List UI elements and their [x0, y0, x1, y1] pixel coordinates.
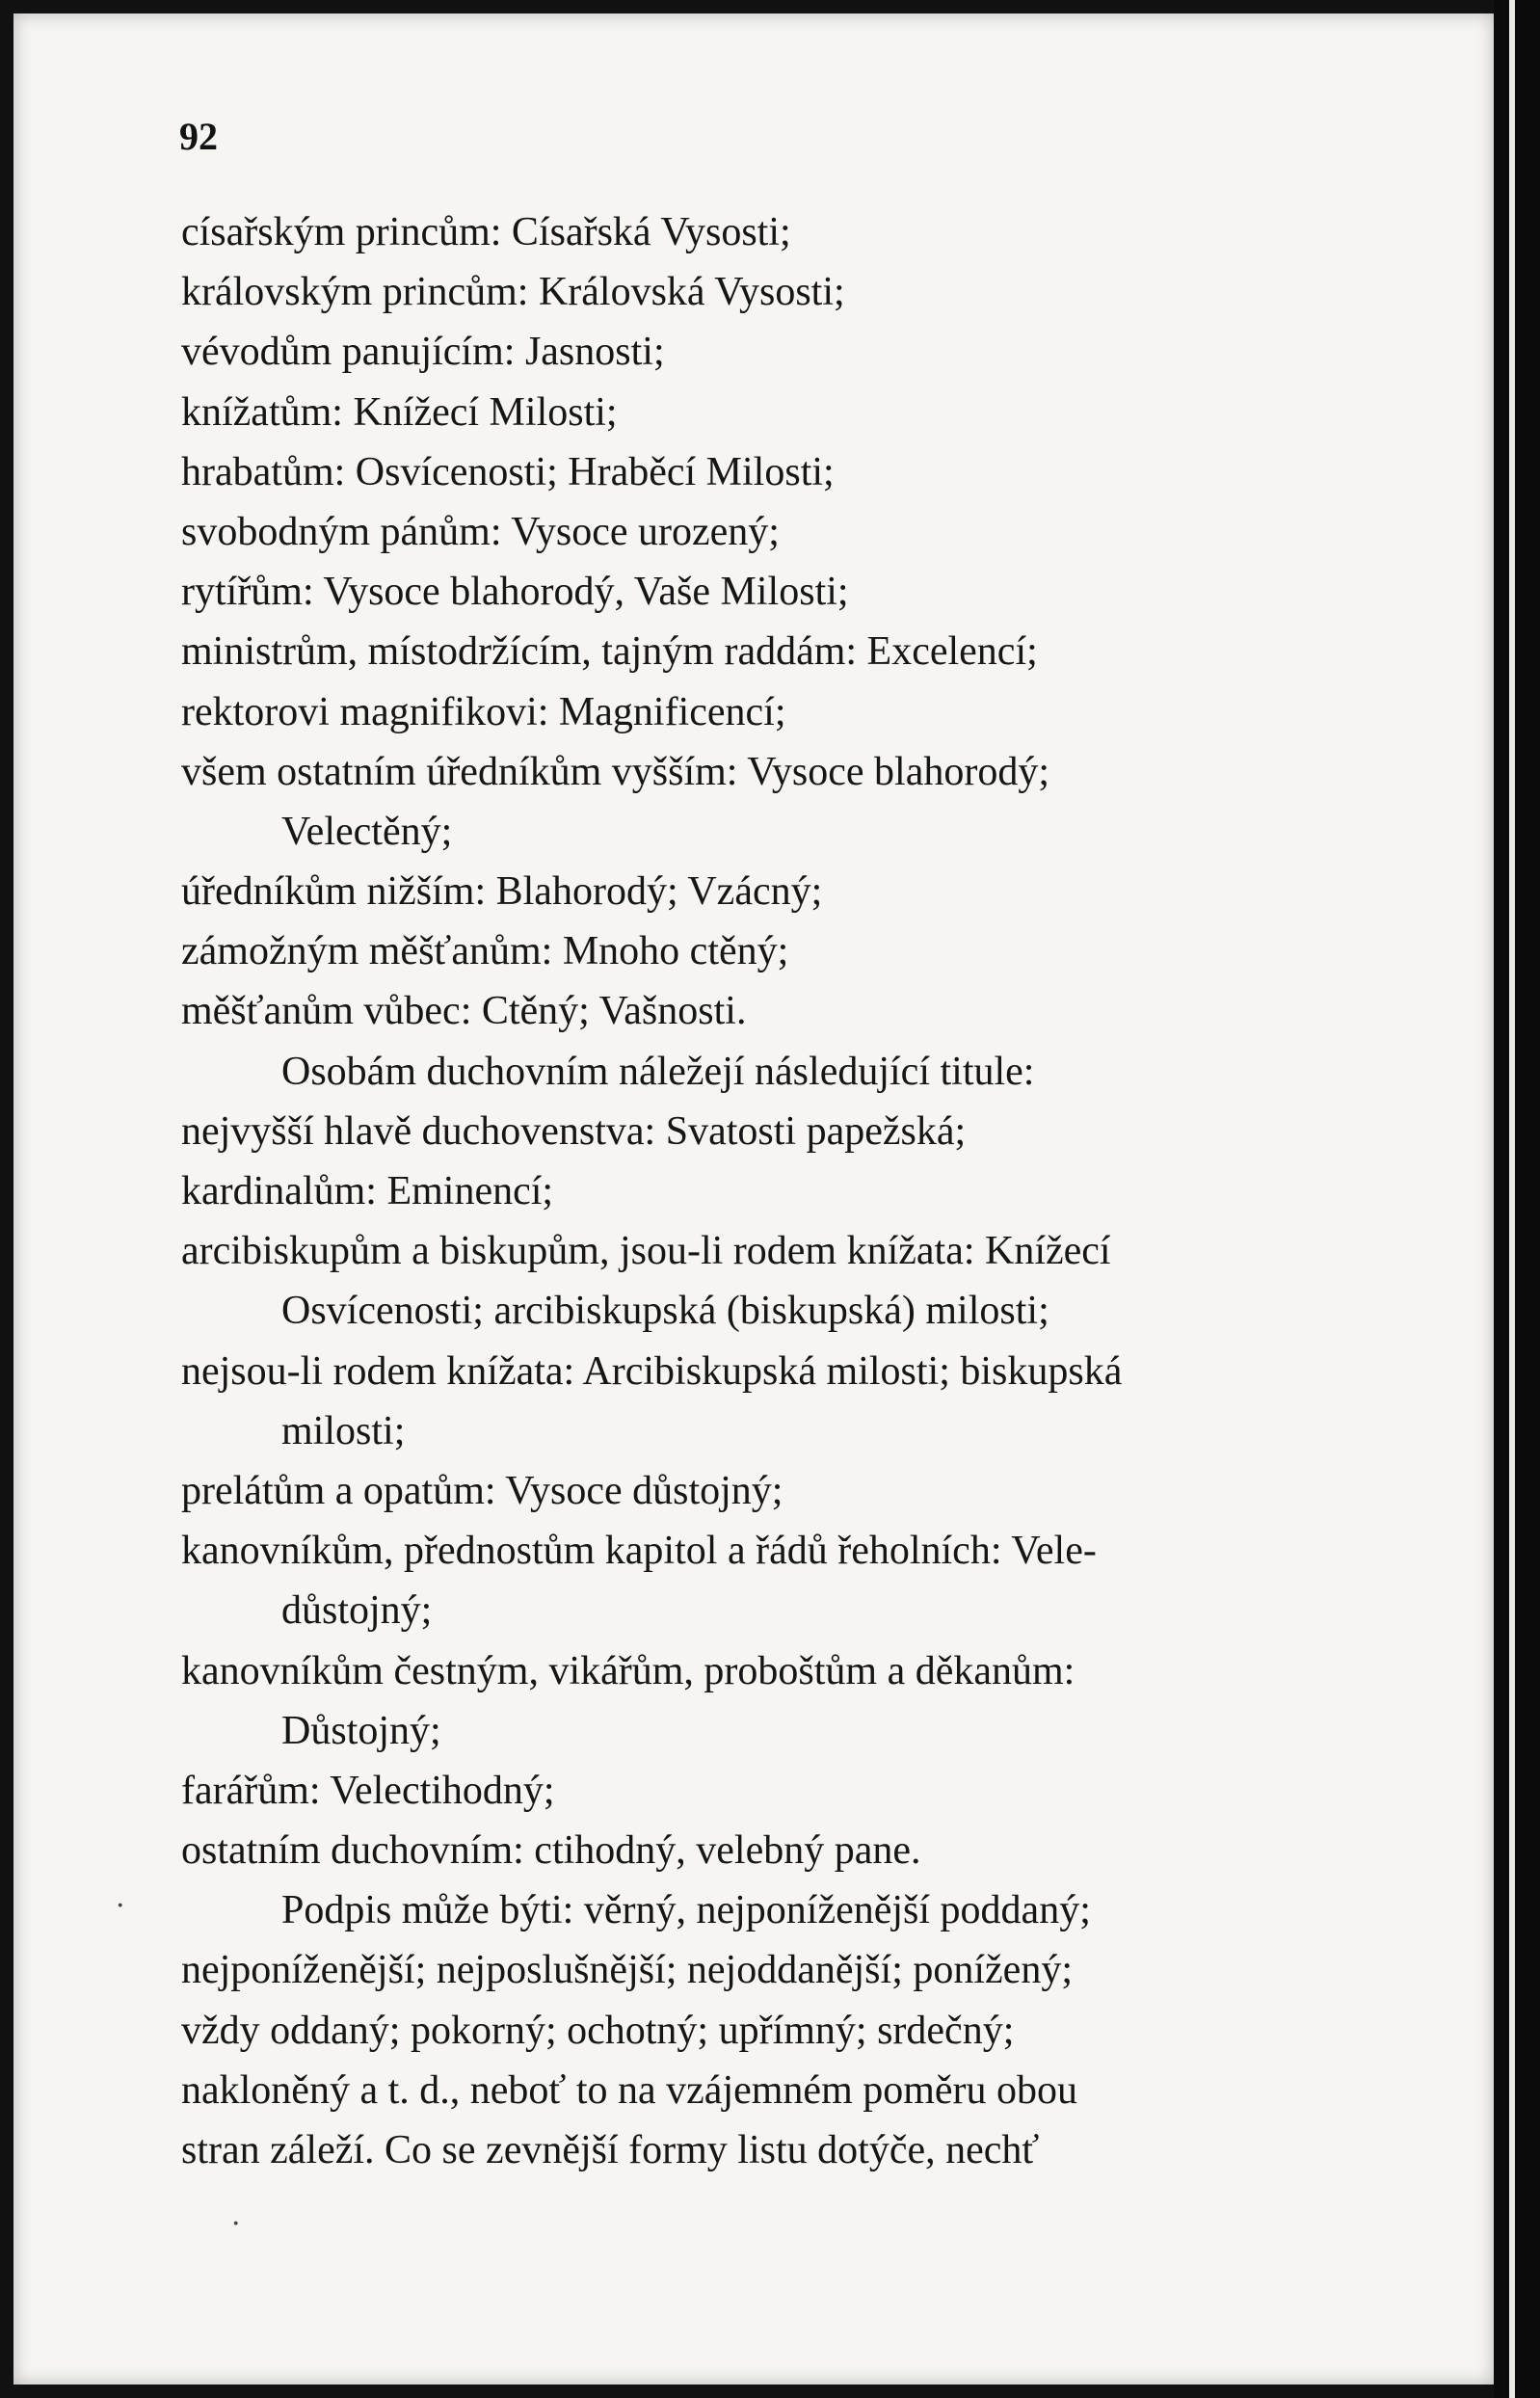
text-line: vévodům panujícím: Jasnosti;	[181, 330, 665, 375]
page-text	[181, 202, 1386, 2180]
text-line: arcibiskupům a biskupům, jsou-li rodem knížata: Knížecí	[181, 1229, 1111, 1274]
text-line: Osvícenosti; arcibiskupská (biskupská) milosti;	[281, 1289, 1049, 1334]
text-line: úředníkům nižším: Blahorodý; Vzácný;	[181, 869, 823, 915]
text-line: důstojný;	[281, 1588, 433, 1634]
speck: ·	[231, 2207, 241, 2241]
text-line: Osobám duchovním náležejí následující titule:	[281, 1049, 1035, 1094]
scan-edge-strip	[1509, 0, 1515, 2398]
speck: ·	[116, 1889, 125, 1923]
text-line: Velectěný;	[281, 809, 453, 854]
text-line: farářům: Velectihodný;	[181, 1768, 555, 1813]
text-line: ostatním duchovním: ctihodný, velebný pane.	[181, 1828, 921, 1874]
text-line: prelátům a opatům: Vysoce důstojný;	[181, 1468, 783, 1513]
text-line: hrabatům: Osvícenosti; Hraběcí Milosti;	[181, 449, 835, 494]
text-line: císařským princům: Císařská Vysosti;	[181, 210, 791, 254]
text-line: královským princům: Královská Vysosti;	[181, 270, 845, 315]
text-line: všem ostatním úředníkům vyšším: Vysoce blahorodý;	[181, 749, 1049, 794]
text-line: kardinalům: Eminencí;	[181, 1169, 554, 1213]
text-line: nakloněný a t. d., neboť to na vzájemném poměru obou	[181, 2067, 1078, 2113]
text-line: rektorovi magnifikovi: Magnificencí;	[181, 689, 786, 734]
text-line: milosti;	[281, 1408, 406, 1453]
text-line: rytířům: Vysoce blahorodý, Vaše Milosti;	[181, 570, 849, 615]
text-line: nejsou-li rodem knížata: Arcibiskupská milosti; biskupská	[181, 1348, 1123, 1394]
text-line: svobodným pánům: Vysoce urozený;	[181, 509, 780, 554]
text-line: stran záleží. Co se zevnější formy listu dotýče, nechť	[181, 2128, 1040, 2172]
text-line: zámožným měšťanům: Mnoho ctěný;	[181, 929, 789, 974]
text-line: nejponíženější; nejposlušnější; nejoddanější; ponížený;	[181, 1948, 1073, 1993]
page-number: 92	[179, 115, 218, 158]
text-line: Podpis může býti: věrný, nejponíženější poddaný;	[281, 1888, 1091, 1933]
scan-border	[1494, 0, 1540, 2398]
text-line: kanovníkům čestným, vikářům, proboštům a děkanům:	[181, 1648, 1075, 1693]
text-line: ministrům, místodržícím, tajným raddám: Excelencí;	[181, 629, 1038, 675]
text-line: kanovníkům, přednostům kapitol a řádů řeholních: Vele-	[181, 1529, 1097, 1574]
text-line: knížatům: Knížecí Milosti;	[181, 389, 618, 435]
text-line: vždy oddaný; pokorný; ochotný; upřímný; srdečný;	[181, 2008, 1015, 2053]
text-line: měšťanům vůbec: Ctěný; Vašnosti.	[181, 989, 747, 1034]
text-line: Důstojný;	[281, 1708, 441, 1753]
text-line: nejvyšší hlavě duchovenstva: Svatosti papežská;	[181, 1108, 967, 1154]
